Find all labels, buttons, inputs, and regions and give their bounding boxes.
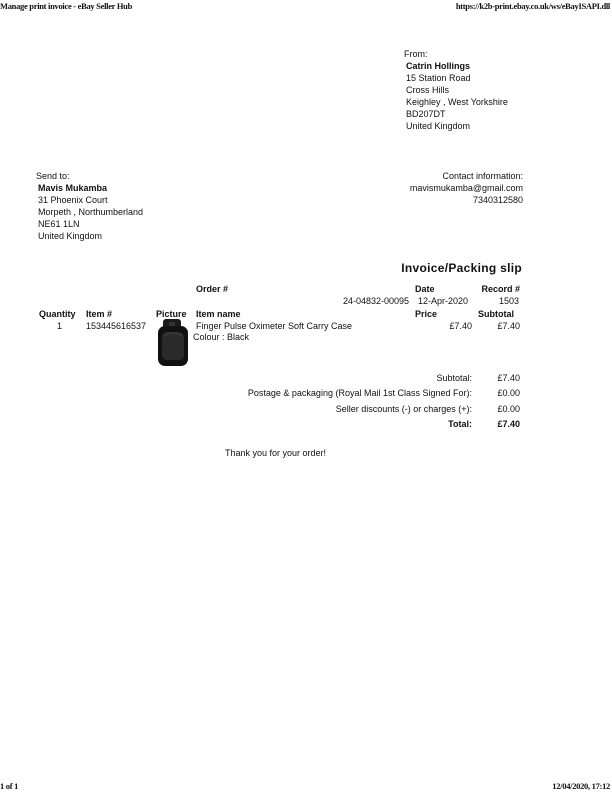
thank-you-message: Thank you for your order! xyxy=(225,448,327,458)
print-page-url: https://k2b-print.ebay.co.uk/ws/eBayISAPI.dll xyxy=(455,1,610,11)
order-number-header: Order # xyxy=(196,284,229,294)
discounts-label: Seller discounts (-) or charges (+): xyxy=(335,404,472,414)
print-page-count: 1 of 1 xyxy=(0,781,19,791)
from-address-line: BD207DT xyxy=(406,109,446,119)
contact-block xyxy=(410,170,523,206)
print-timestamp: 12/04/2020, 17:12 xyxy=(552,781,610,791)
subtotal-label: Subtotal: xyxy=(436,373,472,383)
item-picture xyxy=(154,318,192,368)
send-to-name: Mavis Mukamba xyxy=(38,183,108,193)
from-address-line: Cross Hills xyxy=(406,85,450,95)
from-label: From: xyxy=(404,49,428,59)
quantity-column-header: Quantity xyxy=(39,309,76,319)
send-to-address-line: United Kingdom xyxy=(38,231,103,241)
postage-value: £0.00 xyxy=(497,388,520,398)
subtotal-column-header: Subtotal xyxy=(478,309,514,319)
record-number: 1503 xyxy=(498,296,519,306)
send-to-address-line: Morpeth , Northumberland xyxy=(38,207,144,217)
carry-case-image xyxy=(154,318,192,368)
item-subtotal: £7.40 xyxy=(497,321,520,331)
subtotal-value: £7.40 xyxy=(497,373,520,383)
item-number: 153445616537 xyxy=(86,321,147,331)
contact-email: mavismukamba@gmail.com xyxy=(409,183,523,193)
picture-column-header: Picture xyxy=(156,309,187,319)
order-date: 12-Apr-2020 xyxy=(418,296,469,306)
order-number: 24-04832-00095 xyxy=(342,296,409,306)
date-header: Date xyxy=(415,284,435,294)
item-variation: Colour : Black xyxy=(193,332,250,342)
item-name: Finger Pulse Oximeter Soft Carry Case xyxy=(196,321,353,331)
print-page-title: Manage print invoice - eBay Seller Hub xyxy=(0,1,132,11)
send-to-block xyxy=(36,170,143,242)
send-to-address-line: 31 Phoenix Court xyxy=(38,195,108,205)
invoice-title: Invoice/Packing slip xyxy=(401,261,522,275)
from-address-line: 15 Station Road xyxy=(406,73,471,83)
contact-label: Contact information: xyxy=(442,171,523,181)
price-column-header: Price xyxy=(415,309,438,319)
send-to-address-line: NE61 1LN xyxy=(38,219,80,229)
from-address-line: United Kingdom xyxy=(406,121,471,131)
from-address-line: Keighley , West Yorkshire xyxy=(406,97,508,107)
postage-label: Postage & packaging (Royal Mail 1st Class Signed For): xyxy=(247,388,472,398)
discounts-value: £0.00 xyxy=(497,404,520,414)
total-label: Total: xyxy=(448,419,472,429)
from-block xyxy=(404,48,508,132)
item-price: £7.40 xyxy=(449,321,472,331)
total-value: £7.40 xyxy=(497,419,520,429)
contact-phone: 7340312580 xyxy=(472,195,523,205)
send-to-label: Send to: xyxy=(36,171,70,181)
item-number-column-header: Item # xyxy=(86,309,113,319)
record-number-header: Record # xyxy=(481,284,520,294)
item-quantity: 1 xyxy=(57,321,63,331)
item-name-column-header: Item name xyxy=(196,309,241,319)
from-name: Catrin Hollings xyxy=(406,61,471,71)
